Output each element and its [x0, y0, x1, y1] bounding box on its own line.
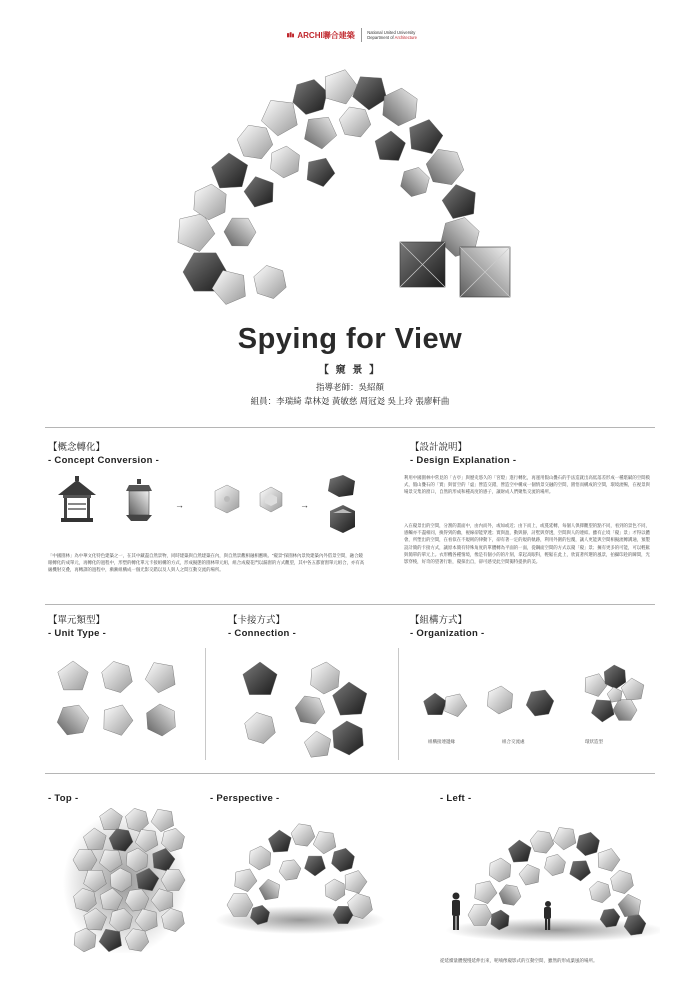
unit-type-module	[145, 663, 175, 693]
university-name-block	[367, 30, 417, 40]
connection-section	[228, 614, 296, 640]
hero-module	[237, 125, 273, 159]
concept-heading: 【概念轉化】	[48, 442, 106, 453]
hero-module	[254, 265, 286, 298]
concept-arrow-1: →	[175, 500, 184, 510]
organization-module	[526, 690, 554, 716]
left-view-module	[590, 881, 611, 903]
organization-module	[585, 674, 607, 697]
hexagon-unit-icon	[215, 485, 282, 513]
organization-module	[424, 693, 447, 715]
organization-module	[591, 700, 614, 722]
design-subheading: - Design Explanation -	[410, 455, 517, 466]
concept-diagram	[55, 475, 365, 535]
unit-type-render	[55, 655, 190, 745]
divider-bottom	[45, 773, 655, 774]
hero-module	[383, 88, 417, 126]
organization-heading: 【組構方式】	[410, 615, 468, 626]
left-view-label: - Left -	[440, 793, 472, 804]
connection-module	[333, 721, 364, 755]
unit-type-section	[48, 614, 106, 640]
organization-module	[487, 686, 512, 714]
hero-module	[401, 167, 430, 196]
left-view-module	[598, 849, 620, 872]
lantern-icon	[126, 479, 152, 521]
left-view-render	[440, 820, 660, 945]
hero-module	[293, 80, 327, 115]
perspective-view-module	[345, 871, 367, 894]
organization-module	[604, 665, 626, 689]
left-view-module	[618, 894, 641, 917]
top-view-label: - Top -	[48, 793, 79, 804]
left-view-module	[577, 832, 600, 855]
hero-module	[307, 158, 335, 186]
concept-section	[48, 441, 378, 467]
hero-module	[426, 149, 464, 184]
hero-module	[224, 218, 256, 246]
design-paragraph-1: 利用中國園林中常見的「古亭」與歷史悠久的「宮燈」進行轉化，再運用假山疊石的手法造就出高低落差形成一種堪賦的空間模式，假山疊石的「實」與留空的「虛」營造交錯，營造空中構成一個情景交融的空間，園悟而構成的空間，環境流暢，在視景與場景交集的窗口，自然的形成和種高度的感子，讓財成人們聚集交流的場所。	[404, 475, 650, 495]
hero-module	[244, 177, 273, 208]
connection-subheading: - Connection -	[228, 628, 297, 639]
divider-top	[45, 427, 655, 428]
section-divider-2	[398, 648, 399, 760]
connection-module	[295, 696, 325, 724]
connection-module	[304, 731, 330, 757]
members-line: 組員：李瑞綺 韋林彣 黃敏慈 周冠彣 吳上玲 張廖軒曲	[250, 396, 450, 406]
concept-text: 「中國園林」為中華文化特色建築之一，在其中藏盡自然景物，同時建築與自然建築在內，與自然景觀相融相應映。"窺景"探園林內景致建築內外借景空間，融合鏡眼轉化的成單元，再轉化的過程中，形塑的轉化單元卡接組構的方式，形成擬態的園林單元組，組合成窺花門以漏窗的方式觀望，其中各五都窗窗單元組合，亦有高級機射交叠，再轉譯的過程中，漸漸組構成一個光影交錯以及人與人之間互動交流的場所。	[48, 553, 365, 573]
left-view-module	[545, 854, 566, 875]
hero-module	[271, 146, 300, 178]
unit-type-module	[57, 705, 89, 735]
top-view-render	[60, 808, 190, 953]
connection-heading: 【卡接方式】	[228, 615, 286, 626]
perspective-view-module	[325, 879, 345, 901]
university-logo	[287, 24, 417, 46]
organization-caption-1: 組構接連邊緣	[428, 739, 455, 744]
university-name: National United University	[367, 30, 416, 35]
divider-middle	[45, 604, 655, 605]
organization-caption-3: 環狀造型	[585, 739, 603, 744]
hero-module	[442, 185, 475, 219]
perspective-view-module	[291, 824, 315, 846]
final-unit-icon	[328, 475, 355, 533]
unit-type-module	[147, 704, 176, 736]
perspective-view-module	[268, 830, 291, 852]
perspective-view-module	[279, 860, 301, 880]
archi-logo-icon	[287, 29, 294, 41]
left-view-module	[508, 840, 531, 862]
organization-subheading: - Organization -	[410, 628, 485, 639]
organization-section	[410, 614, 484, 640]
hero-arch-render	[160, 52, 540, 317]
hero-module	[305, 117, 337, 149]
hero-module	[212, 153, 248, 188]
left-view-module	[570, 861, 591, 881]
brand-name: ARCHI聯合建築	[297, 30, 355, 40]
organization-module	[445, 694, 467, 717]
organization-render	[415, 655, 660, 735]
design-paragraph-2: 入在窺景出的空間，分割的畫面中，由內而外，或如或近；由下而上，或蔓延轉，每個人俱擇觀望的點不同，看到的景色不同，感觸亦不盡相同，換得到的幽，視線卻能穿透；實與盈，動與靜，討墅與穿透，空間與人的連結。雖有止境「窺」景」才得以體會，所塑出的空間，在看似在不規則的律動下，卻有著一定的規的軌跡，利用外圍的包覆，讓人更能與空間相擬流轉溝通，預製設計簡的卡接方式，讓原本簡有特殊角度的單體轉為平面的一面，從鋼面空間的方式以窺「窺」景；擁有更多的可能，可以輕鬆與簡單的單元上。衣形機各種情境，像是有個小的的片刻，拿起高眼科，輕鬆在此上，欣賞著所選的風景，拍攝印趁的瞬間，光影穿梭，好奇的望著行駐，窺探出自，卻可感受此空間獨特提供的美。	[404, 523, 650, 565]
connection-module	[311, 662, 340, 694]
perspective-view-module	[259, 879, 280, 900]
left-view-module	[499, 885, 521, 906]
left-view-module	[489, 858, 511, 882]
hero-module	[339, 107, 371, 137]
perspective-view-module	[305, 856, 326, 876]
unit-type-module	[58, 661, 88, 690]
advisor-line: 指導老師：吳紹顏	[315, 382, 384, 392]
section-divider-1	[205, 648, 206, 760]
left-view-module	[530, 831, 554, 853]
page-subtitle: 【 窺 景 】	[318, 365, 382, 376]
concept-arrow-2: →	[300, 500, 309, 510]
organization-module	[613, 700, 637, 721]
left-view-module	[611, 870, 634, 893]
hero-module	[325, 70, 358, 104]
perspective-view-label: - Perspective -	[210, 793, 280, 804]
left-view-module	[475, 881, 497, 904]
connection-module	[245, 712, 276, 743]
unit-type-module	[104, 705, 133, 736]
left-view-module	[553, 828, 576, 850]
perspective-view-module	[332, 848, 355, 871]
left-view-module	[519, 864, 539, 885]
connection-module	[243, 662, 277, 695]
pavilion-icon	[58, 476, 96, 522]
perspective-view-render	[215, 820, 385, 940]
organization-caption-2: 組合交流處	[502, 739, 525, 744]
hero-module	[410, 120, 443, 154]
perspective-view-module	[313, 832, 336, 854]
perspective-view-module	[249, 846, 271, 870]
connection-render	[230, 650, 390, 760]
unit-type-subheading: - Unit Type -	[48, 628, 107, 639]
hero-module	[353, 77, 387, 110]
hero-module	[375, 131, 405, 161]
unit-type-heading: 【單元類型】	[48, 615, 106, 626]
design-section	[410, 441, 660, 467]
perspective-view-module	[235, 869, 257, 892]
unit-type-module	[102, 661, 133, 692]
department-name: Department of Architecture	[367, 35, 417, 40]
left-view-caption: 從延續量體慢慢延伸出來，呢喃像窺影式的互動空間，雖然的形成葉風的場所。	[440, 958, 598, 963]
page-title: Spying for View	[237, 323, 463, 355]
top-view-module	[100, 808, 123, 830]
design-heading: 【設計說明】	[410, 442, 468, 453]
concept-subheading: - Concept Conversion -	[48, 455, 160, 466]
organization-module	[607, 687, 622, 702]
